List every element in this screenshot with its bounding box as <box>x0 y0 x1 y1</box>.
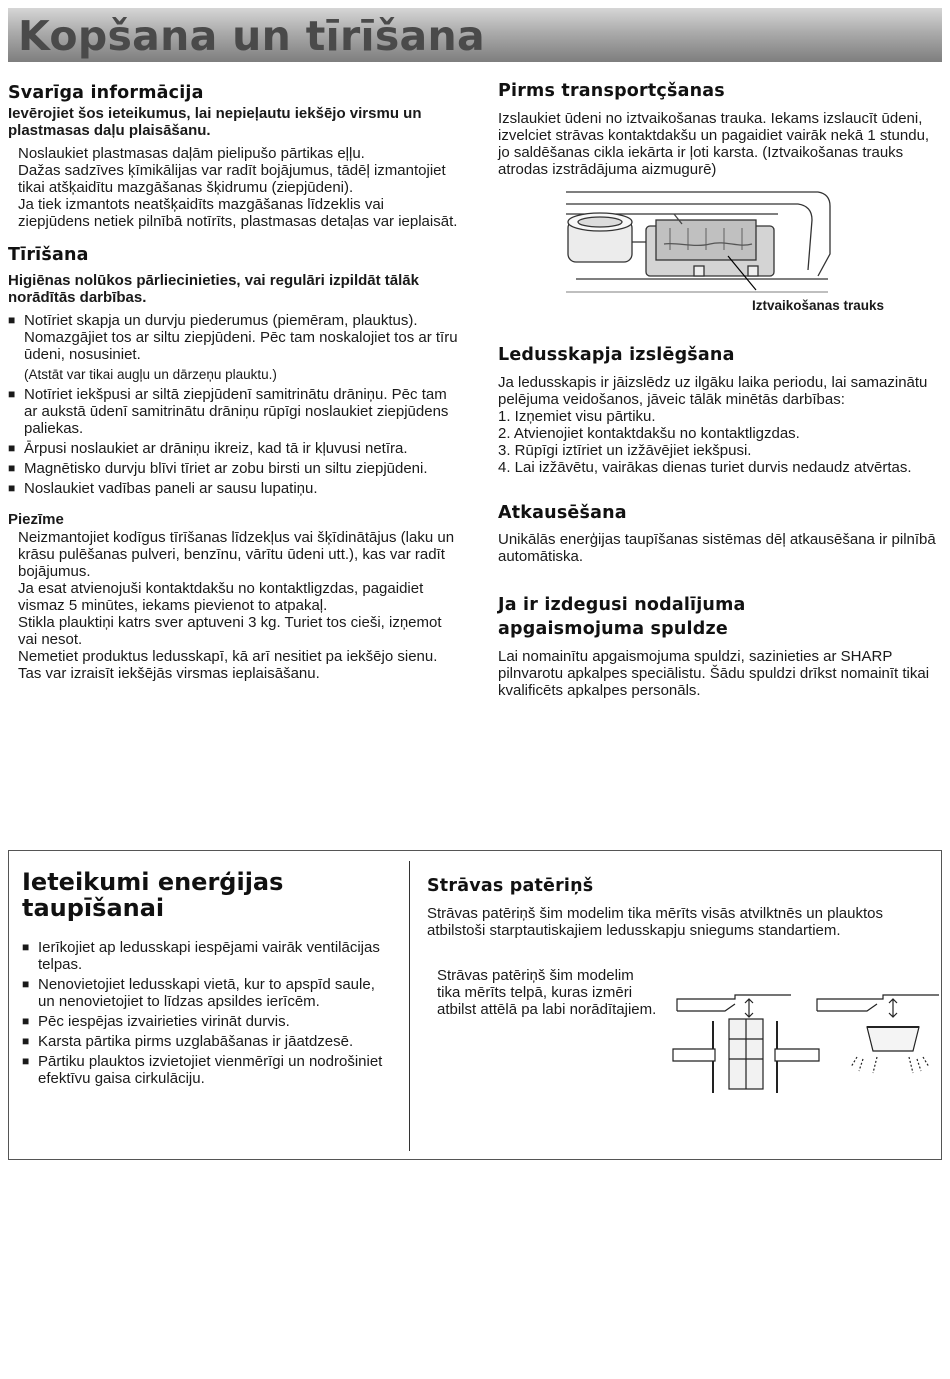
bullet-icon: ■ <box>22 940 30 954</box>
list-item <box>22 976 394 1010</box>
list-item-text: Notīriet iekšpusi ar siltā ziepjūdenī samitrinātu drāniņu. Pēc tam ar aukstā ūdenī samitrinātu drāniņu rūpīgi noslaukiet ziepjūdens paliekas. <box>24 386 449 437</box>
title-banner <box>8 8 942 62</box>
lamp-heading <box>498 593 938 641</box>
right-column <box>498 80 938 699</box>
defrost-section <box>498 502 938 565</box>
list-item-note: (Atstāt var tikai augļu un dārzeņu plauktu.) <box>24 367 277 382</box>
note-paragraph: Stikla plauktiņi katrs sver aptuveni 3 kg. Turiet tos cieši, izņemot vai nesot. <box>18 614 442 648</box>
list-item-text: Pēc iespējas izvairieties virināt durvis. <box>38 1013 290 1030</box>
bullet-icon: ■ <box>22 977 30 991</box>
list-item <box>8 386 458 437</box>
list-item-text: Ierīkojiet ap ledusskapi iespējami vairāk ventilācijas telpas. <box>38 939 380 973</box>
evaporation-tray-label: Iztvaikošanas trauks <box>752 298 885 313</box>
shutdown-text: Ja ledusskapis ir jāizslēdz uz ilgāku laika periodu, lai samazinātu pelējuma veidošanos, jāveic tālāk minētās darbības: <box>498 374 928 408</box>
lamp-section <box>498 593 938 699</box>
cleaning-lead: Higiēnas nolūkos pārliecinieties, vai regulāri izpildāt tālāk norādītās darbības. <box>8 272 419 306</box>
list-item-text: Karsta pārtika pirms uzglabāšanas ir jāatdzesē. <box>38 1033 354 1050</box>
list-item <box>22 1033 394 1050</box>
important-section <box>8 82 458 230</box>
step-item: 3. Rūpīgi iztīriet un izžāvējiet iekšpusi. <box>498 442 752 459</box>
step-item: 2. Atvienojiet kontaktdakšu no kontaktligzdas. <box>498 425 800 442</box>
transport-text: Izslaukiet ūdeni no iztvaikošanas trauka. Iekams izslaucīt ūdeni, izvelciet strāvas kontaktdakšu un pagaidiet vairāk nekā 1 stundu, jo saldēšanas cikla iekārta ir ļoti karsta. (Iztvaikošanas trauks atrodas izstrādājuma aizmugurē) <box>498 110 930 178</box>
energy-box <box>8 850 942 1160</box>
lamp-heading-line: Ja ir izdegusi nodalījuma <box>498 595 746 615</box>
note-heading: Piezīme <box>8 511 64 528</box>
cleaning-section <box>8 244 458 497</box>
step-item: 4. Lai izžāvētu, vairākas dienas turiet durvis nedaudz atvērtas. <box>498 459 912 476</box>
defrost-text: Unikālās enerģijas taupīšanas sistēmas dēļ atkausēšana ir pilnībā automātiska. <box>498 531 936 565</box>
power-figure-text: Strāvas patēriņš šim modelim tika mērīts telpā, kuras izmēri atbilst attēlā pa labi norādītajiem. <box>437 967 657 1018</box>
defrost-heading: Atkausēšana <box>498 503 627 523</box>
important-paragraph: Dažas sadzīves ķīmikālijas var radīt bojājumus, tādēļ izmantojiet tikai atšķaidītu mazgāšanas šķidrumu (ziepjūdeni). <box>18 162 446 196</box>
note-paragraph: Ja esat atvienojuši kontaktdakšu no kontaktligzdas, pagaidiet vismaz 5 minūtes, iekams pievienot to atpakaļ. <box>18 580 424 614</box>
left-column <box>8 82 458 682</box>
page-title: Kopšana un tīrīšana <box>18 12 485 60</box>
energy-section <box>22 869 394 1090</box>
bullet-icon: ■ <box>8 441 16 455</box>
list-item-text: Ārpusi noslaukiet ar drāniņu ikreiz, kad tā ir kļuvusi netīra. <box>24 440 408 457</box>
list-item-text: Noslaukiet vadības paneli ar sausu lupatiņu. <box>24 480 318 497</box>
list-item-text: Notīriet skapja un durvju piederumus (piemēram, plauktus). Nomazgājiet tos ar siltu ziepjūdeni. Pēc tam noskalojiet tos ar tīru ūdeni, nosusiniet. <box>24 312 458 363</box>
bullet-icon: ■ <box>22 1054 30 1068</box>
list-item <box>8 480 458 497</box>
cleaning-heading: Tīrīšana <box>8 245 89 265</box>
list-item <box>22 939 394 973</box>
bullet-icon: ■ <box>22 1034 30 1048</box>
bullet-icon: ■ <box>8 313 16 327</box>
list-item <box>8 312 458 383</box>
bullet-icon: ■ <box>8 461 16 475</box>
step-item: 1. Izņemiet visu pārtiku. <box>498 408 656 425</box>
power-section <box>427 875 897 1018</box>
list-item <box>22 1053 394 1087</box>
list-item-text: Magnētisko durvju blīvi tīriet ar zobu birsti un siltu ziepjūdeni. <box>24 460 428 477</box>
lamp-text: Lai nomainītu apgaismojuma spuldzi, sazinieties ar SHARP pilnvarotu apkalpes speciālistu. Šādu spuldzi drīkst nomainīt tikai kvalificēts apkalpes personāls. <box>498 648 930 699</box>
energy-heading: Ieteikumi enerģijas taupīšanai <box>22 868 284 922</box>
shutdown-section <box>498 344 938 476</box>
important-paragraph: Ja tiek izmantots neatšķaidīts mazgāšanas līdzeklis vai ziepjūdens netiek pilnībā notīrīts, plastmasas detaļas var ieplaisāt. <box>18 196 458 230</box>
note-section <box>8 511 458 682</box>
bullet-icon: ■ <box>8 481 16 495</box>
bullet-icon: ■ <box>8 387 16 401</box>
lamp-heading-line: apgaismojuma spuldze <box>498 619 728 639</box>
power-text: Strāvas patēriņš šim modelim tika mērīts visās atvilktnēs un plauktos atbilstoši starptautiskajiem ledusskapju sniegums standartiem. <box>427 905 883 939</box>
note-paragraph: Neizmantojiet kodīgus tīrīšanas līdzekļus vai šķīdinātājus (laku un krāsu pulēšanas pulveri, benzīnu, vārītu ūdeni utt.), kas var radīt bojājumus. <box>18 529 455 580</box>
transport-section <box>498 80 938 314</box>
important-paragraph: Noslaukiet plastmasas daļām pielipušo pārtikas eļļu. <box>18 145 365 162</box>
box-divider <box>409 861 410 1151</box>
list-item-text: Pārtiku plauktos izvietojiet vienmērīgi un nodrošiniet efektīvu gaisa cirkulāciju. <box>38 1053 383 1087</box>
transport-heading: Pirms transportçšanas <box>498 81 725 101</box>
evaporation-tray-figure <box>498 184 938 314</box>
evaporation-tray-illustration <box>498 184 938 314</box>
shutdown-heading: Ledusskapja izslēgšana <box>498 345 735 365</box>
important-heading: Svarīga informācija <box>8 83 204 103</box>
power-heading: Strāvas patēriņš <box>427 876 594 896</box>
list-item <box>8 440 458 457</box>
list-item-text: Nenovietojiet ledusskapi vietā, kur to apspīd saule, un nenovietojiet to līdzas apsildes ierīcēm. <box>38 976 375 1010</box>
list-item <box>8 460 458 477</box>
important-lead: Ievērojiet šos ieteikumus, lai nepieļautu iekšējo virsmu un plastmasas daļu plaisāšanu. <box>8 105 422 139</box>
bullet-icon: ■ <box>22 1014 30 1028</box>
energy-list <box>22 939 394 1087</box>
cleaning-list <box>8 312 458 497</box>
shutdown-steps <box>498 408 938 476</box>
note-paragraph: Nemetiet produktus ledusskapī, kā arī nesitiet pa iekšējo sienu. Tas var izraisīt iekšējās virsmas ieplaisāšanu. <box>18 648 438 682</box>
list-item <box>22 1013 394 1030</box>
room-dimensions-illustration <box>671 987 941 1097</box>
